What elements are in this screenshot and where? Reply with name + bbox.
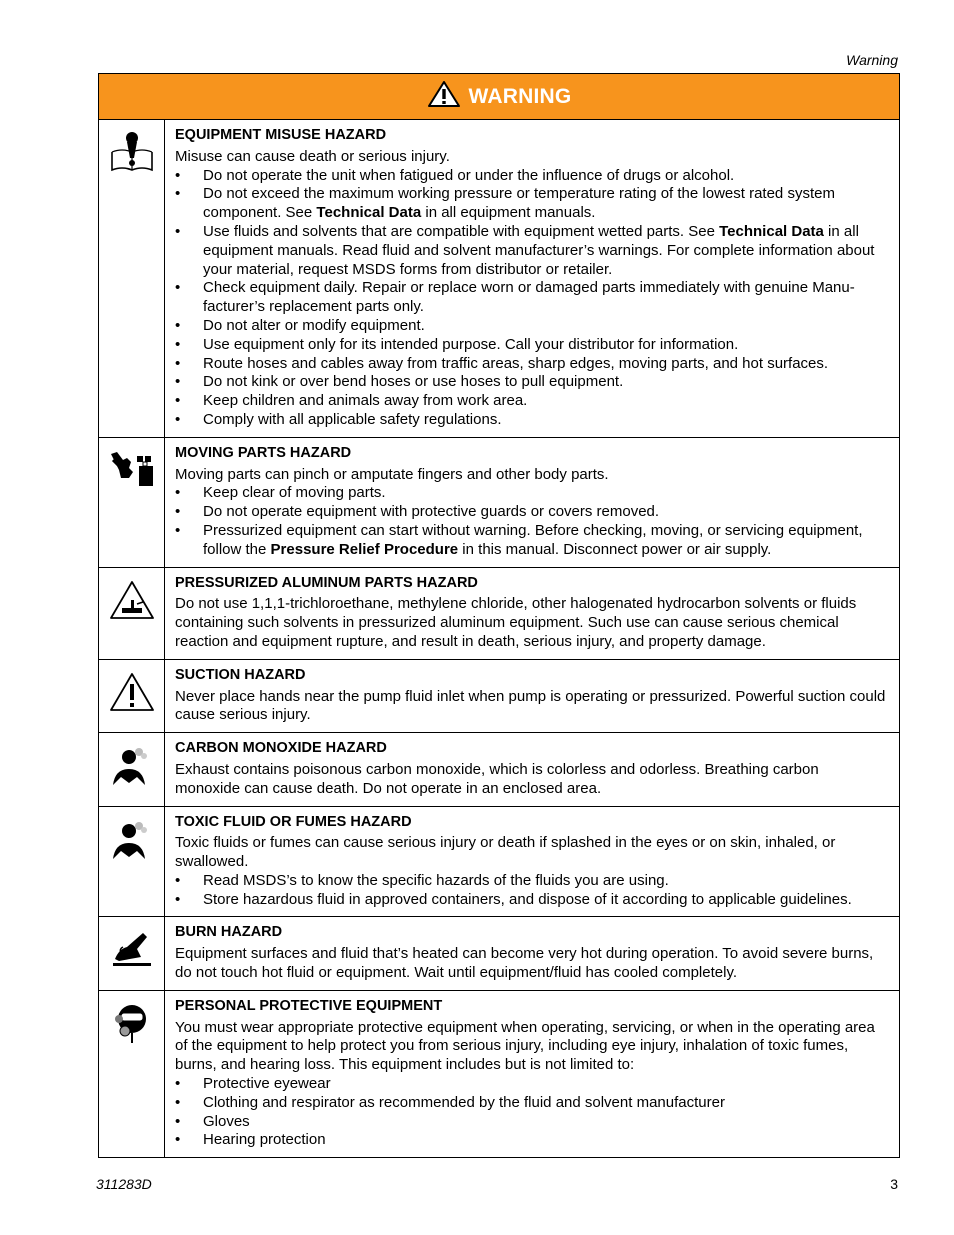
- hazard-title: TOXIC FLUID OR FUMES HAZARD: [175, 813, 412, 830]
- hazard-bullets: [175, 484, 887, 559]
- document-number: 311283D: [96, 1176, 152, 1192]
- protective-equipment-icon: [99, 991, 165, 1157]
- list-item: • Route hoses and cables away from traffic areas, sharp edges, moving parts, and hot surfaces.: [175, 355, 887, 374]
- hazard-row: [99, 806, 899, 917]
- list-item: • Clothing and respirator as recommended by the fluid and solvent manufacturer: [175, 1094, 887, 1113]
- warning-table: [98, 73, 900, 1158]
- list-item: • Keep clear of moving parts.: [175, 484, 887, 503]
- hazard-intro: Toxic fluids or fumes can cause serious injury or death if splashed in the eyes or on skin, inhaled, or swallowed.: [175, 834, 836, 871]
- hazard-bullets: [175, 167, 887, 430]
- hazard-title: BURN HAZARD: [175, 924, 283, 941]
- hazard-text: [165, 568, 899, 659]
- hazard-row: [99, 732, 899, 805]
- hazard-intro: You must wear appropriate protective equipment when operating, servicing, or when in the operating area of the equipment to help protect you from serious injury, including eye injury, inhalation of toxic fumes, burns, and hearing loss. This equipment includes but is not limited to:: [175, 1018, 875, 1074]
- exclamation-triangle-icon: [99, 660, 165, 732]
- hazard-text: [165, 120, 899, 437]
- hazard-bullets: [175, 1075, 887, 1150]
- hazard-intro: Moving parts can pinch or amputate fingers and other body parts.: [175, 465, 609, 483]
- list-item: • Store hazardous fluid in approved containers, and dispose of it according to applicable guidelines.: [175, 891, 887, 910]
- hazard-intro: Equipment surfaces and fluid that’s heated can become very hot during operation. To avoid severe burns, do not touch hot fluid or equipment. Wait until equipment/fluid has cooled completely.: [175, 945, 874, 982]
- list-item: • Use fluids and solvents that are compatible with equipment wetted parts. See Technical Data in all equipment manuals. Read fluid and solvent manufacturer’s warnings. For complete information about your material, request MSDS forms from distributor or retailer.: [175, 223, 887, 279]
- list-item: • Do not alter or modify equipment.: [175, 317, 887, 336]
- warning-title: WARNING: [468, 84, 572, 108]
- list-item: • Read MSDS’s to know the specific hazards of the fluids you are using.: [175, 872, 887, 891]
- list-item: • Comply with all applicable safety regulations.: [175, 411, 887, 430]
- hazard-text: [165, 660, 899, 732]
- hazard-title: MOVING PARTS HAZARD: [175, 444, 352, 461]
- list-item: • Do not operate equipment with protective guards or covers removed.: [175, 503, 887, 522]
- hazard-text: [165, 807, 899, 917]
- hazard-title: PERSONAL PROTECTIVE EQUIPMENT: [175, 997, 443, 1014]
- fumes-person-icon: [99, 733, 165, 805]
- list-item: • Hearing protection: [175, 1131, 887, 1150]
- section-header: Warning: [846, 52, 898, 68]
- list-item: • Keep children and animals away from work area.: [175, 392, 887, 411]
- hazard-row: [99, 659, 899, 732]
- list-item: • Protective eyewear: [175, 1075, 887, 1094]
- hazard-row: [99, 120, 899, 437]
- hazard-title: SUCTION HAZARD: [175, 666, 306, 683]
- warning-triangle-icon: [427, 80, 461, 113]
- pressurized-aluminum-icon: [99, 568, 165, 659]
- hazard-title: EQUIPMENT MISUSE HAZARD: [175, 127, 387, 143]
- moving-parts-hand-icon: [99, 438, 165, 567]
- list-item: • Gloves: [175, 1113, 887, 1132]
- warning-banner: [99, 74, 899, 120]
- hazard-row: [99, 990, 899, 1157]
- page-number: 3: [890, 1176, 898, 1192]
- hazard-intro: Exhaust contains poisonous carbon monoxide, which is colorless and odorless. Breathing carbon monoxide can cause death. Do not operate in an enclosed area.: [175, 760, 819, 797]
- list-item: • Check equipment daily. Repair or replace worn or damaged parts immediately with genuine Manufacturer’s replacement parts only.: [175, 279, 887, 317]
- hazard-text: [165, 917, 899, 989]
- list-item: • Pressurized equipment can start without warning. Before checking, moving, or servicing equipment, follow the Pressure Relief Procedure in this manual. Disconnect power or air supply.: [175, 522, 887, 560]
- list-item: • Do not operate the unit when fatigued or under the influence of drugs or alcohol.: [175, 167, 887, 186]
- hazard-intro: Do not use 1,1,1-trichloroethane, methylene chloride, other halogenated hydrocarbon solvents or fluids containing such solvents in pressurized aluminum equipment. Such use can cause serious chemical reaction and equipment rupture, and result in death, serious injury, and property damage.: [175, 595, 857, 650]
- hazard-text: [165, 733, 899, 805]
- hazard-title: CARBON MONOXIDE HAZARD: [175, 740, 387, 757]
- hazard-intro: Misuse can cause death or serious injury.: [175, 147, 450, 165]
- burn-hand-icon: [99, 917, 165, 989]
- hazard-text: [165, 991, 899, 1157]
- hazard-list: [99, 120, 899, 1157]
- hazard-row: [99, 567, 899, 659]
- hazard-row: [99, 437, 899, 567]
- hazard-row: [99, 916, 899, 989]
- list-item: • Use equipment only for its intended purpose. Call your distributor for information.: [175, 336, 887, 355]
- hazard-intro: Never place hands near the pump fluid inlet when pump is operating or pressurized. Powerful suction could cause serious injury.: [175, 687, 886, 724]
- fumes-person-icon: [99, 807, 165, 917]
- list-item: • Do not kink or over bend hoses or use hoses to pull equipment.: [175, 373, 887, 392]
- read-manual-icon: [99, 120, 165, 437]
- hazard-bullets: [175, 872, 887, 910]
- hazard-text: [165, 438, 899, 567]
- hazard-title: PRESSURIZED ALUMINUM PARTS HAZARD: [175, 574, 478, 591]
- list-item: • Do not exceed the maximum working pressure or temperature rating of the lowest rated system component. See Technical Data in all equipment manuals.: [175, 185, 887, 223]
